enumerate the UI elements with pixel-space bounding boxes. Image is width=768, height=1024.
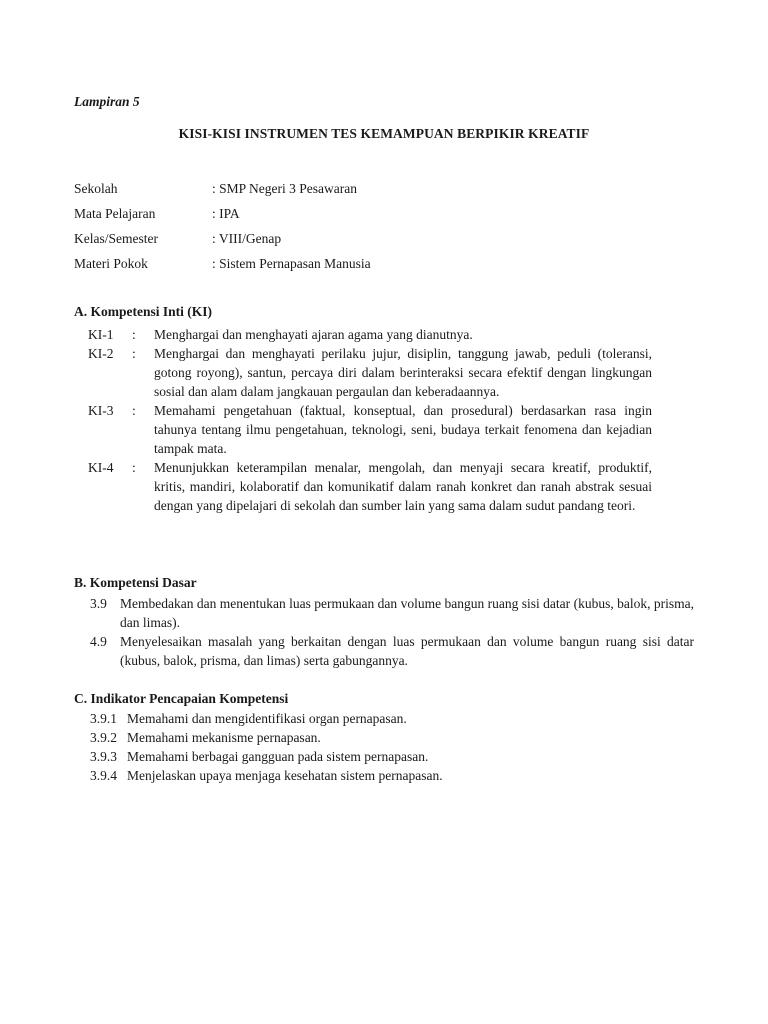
document-title: KISI-KISI INSTRUMEN TES KEMAMPUAN BERPIKIR KREATIF <box>178 126 590 141</box>
list-item <box>88 401 652 458</box>
ki-separator: : <box>132 403 136 418</box>
info-value: : Sistem Pernapasan Manusia <box>212 256 371 271</box>
list-item <box>88 344 652 401</box>
info-row-topic <box>74 251 371 276</box>
list-item <box>90 728 443 747</box>
ki-code: KI-2 <box>88 346 114 361</box>
ki-text: Memahami pengetahuan (faktual, konseptual, dan prosedural) berdasarkan rasa ingin tahunya tentang ilmu pengetahuan, teknologi, seni, budaya terkait fenomena dan kejadian tampak mata. <box>154 403 652 456</box>
kd-text: Menyelesaikan masalah yang berkaitan dengan luas permukaan dan volume bangun ruang sisi datar (kubus, balok, prisma, dan limas) serta gabungannya. <box>120 634 694 668</box>
ki-code: KI-3 <box>88 403 114 418</box>
indicator-number: 3.9.3 <box>90 749 117 764</box>
indicator-text: Menjelaskan upaya menjaga kesehatan sistem pernapasan. <box>127 768 443 783</box>
list-item <box>90 594 694 632</box>
ki-text: Menghargai dan menghayati ajaran agama yang dianutnya. <box>154 327 473 342</box>
info-row-school <box>74 176 371 201</box>
kd-number: 4.9 <box>90 634 107 649</box>
list-item <box>90 766 443 785</box>
ki-separator: : <box>132 346 136 361</box>
info-value: : VIII/Genap <box>212 231 282 246</box>
kd-number: 3.9 <box>90 596 107 611</box>
info-value: : SMP Negeri 3 Pesawaran <box>212 181 357 196</box>
indicator-text: Memahami berbagai gangguan pada sistem pernapasan. <box>127 749 429 764</box>
indicator-number: 3.9.2 <box>90 730 117 745</box>
info-table <box>74 176 371 276</box>
list-item <box>90 747 443 766</box>
ki-text: Menunjukkan keterampilan menalar, mengolah, dan menyaji secara kreatif, produktif, kritis, mandiri, kolaboratif dan komunikatif dalam ranah konkret dan ranah abstrak sesuai dengan yang dipelajari di sekolah dan sumber lain yang sama dalam sudut pandang teori. <box>154 460 652 513</box>
section-c-heading: C. Indikator Pencapaian Kompetensi <box>74 691 289 706</box>
info-value: : IPA <box>212 206 240 221</box>
core-competency-list <box>88 325 652 515</box>
attachment-label: Lampiran 5 <box>74 94 140 109</box>
list-item <box>90 709 443 728</box>
indicator-number: 3.9.1 <box>90 711 117 726</box>
section-b-heading: B. Kompetensi Dasar <box>74 575 197 590</box>
ki-code: KI-4 <box>88 460 114 475</box>
indicator-list <box>90 709 443 785</box>
kd-text: Membedakan dan menentukan luas permukaan dan volume bangun ruang sisi datar (kubus, balok, prisma, dan limas). <box>120 596 694 630</box>
info-label: Materi Pokok <box>74 256 148 271</box>
list-item <box>88 458 652 515</box>
info-label: Sekolah <box>74 181 118 196</box>
ki-code: KI-1 <box>88 327 114 342</box>
ki-separator: : <box>132 327 136 342</box>
ki-text: Menghargai dan menghayati perilaku jujur, disiplin, tanggung jawab, peduli (toleransi, gotong royong), santun, percaya diri dalam berinteraksi secara efektif dengan lingkungan sosial dan alam dalam jangkauan pergaulan dan keberadaannya. <box>154 346 652 399</box>
indicator-text: Memahami mekanisme pernapasan. <box>127 730 321 745</box>
indicator-number: 3.9.4 <box>90 768 117 783</box>
info-label: Kelas/Semester <box>74 231 158 246</box>
info-row-class <box>74 226 371 251</box>
indicator-text: Memahami dan mengidentifikasi organ pernapasan. <box>127 711 407 726</box>
info-label: Mata Pelajaran <box>74 206 156 221</box>
info-row-subject <box>74 201 371 226</box>
list-item <box>88 325 652 344</box>
list-item <box>90 632 694 670</box>
ki-separator: : <box>132 460 136 475</box>
basic-competency-list <box>90 594 694 670</box>
section-a-heading: A. Kompetensi Inti (KI) <box>74 304 212 319</box>
